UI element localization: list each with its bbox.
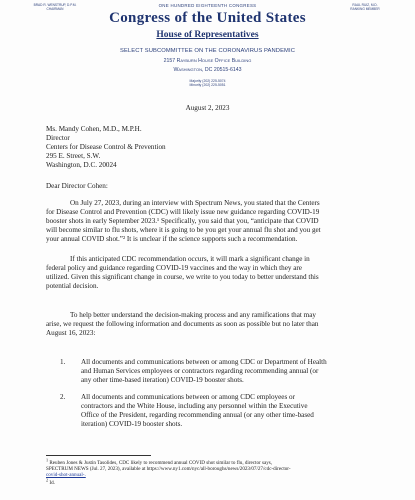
- chairman-role: CHAIRMAN: [46, 7, 64, 11]
- paragraph-line: booster shots in early September 2023.¹ Specifically, you said that you, “anticipate that COVID: [46, 217, 319, 226]
- paragraph-line: for Disease Control and Prevention (CDC) will likely issue new guidance regarding COVID-19: [46, 208, 320, 217]
- paragraph-line: utilized. Given this significant change in course, we write to you today to better understand this: [46, 273, 319, 282]
- paragraph-line: arise, we request the following information and documents as soon as possible but no later than: [46, 320, 319, 329]
- footnote-line: Reuben Jones & Justin Tasolides, CDC likely to recommend annual COVID shot similar to flu, director says,: [49, 460, 273, 466]
- recipient-line: Director: [46, 134, 70, 143]
- letter-date: August 2, 2023: [185, 104, 230, 112]
- footnote-mark: 2: [46, 477, 49, 483]
- ranking-member-role: RANKING MEMBER: [350, 7, 380, 11]
- paragraph-line: your annual COVID shot.”² It is unclear if the science supports such a recommendation.: [46, 235, 298, 244]
- item-number: 2.: [60, 393, 66, 401]
- item-line: any other time-based iteration) COVID-19 booster shots.: [81, 376, 244, 385]
- footnote-mark: 1: [46, 457, 49, 463]
- footnote-line: SPECTRUM NEWS (Jul. 27, 2023), available at https://www.ny1.com/nyc/all-boroughs/news/2023/07/27/cdc-director-: [46, 466, 291, 473]
- footnote-2: [46, 477, 376, 486]
- salutation: Dear Director Cohen:: [46, 182, 108, 190]
- office-city: Washington, DC 20515-6143: [173, 67, 242, 73]
- footnote-1: [46, 457, 376, 479]
- recipient-line: Washington, D.C. 20024: [46, 161, 117, 170]
- congress-title: Congress of the United States: [109, 10, 306, 26]
- footnote-link[interactable]: covid-shot-annual-.: [46, 472, 86, 479]
- footnote-line: Id.: [49, 480, 55, 486]
- chairman-name: BRAD R. WENSTRUP, D.P.M.: [33, 3, 77, 7]
- phone-numbers: [0, 79, 415, 87]
- paragraph-line: will become similar to flu shots, where it is going to be you get your annual flu shot and you get: [46, 226, 321, 235]
- paragraph-line: On July 27, 2023, during an interview with Spectrum News, you stated that the Centers: [70, 199, 320, 207]
- house-title: House of Representatives: [156, 30, 259, 40]
- phone-minority: Minority (202) 225-5051: [189, 83, 226, 88]
- recipient-line: 295 E. Street, S.W.: [46, 152, 101, 161]
- subcommittee-name: SELECT SUBCOMMITTEE ON THE CORONAVIRUS PANDEMIC: [120, 48, 295, 54]
- paragraph-line: federal policy and guidance regarding COVID-19 vaccines and the way in which they are: [46, 264, 302, 273]
- item-line: contractors and the White House, including any personnel within the Executive: [81, 402, 308, 411]
- paragraph-line: To help better understand the decision-making process and any ramifications that may: [70, 311, 316, 319]
- footnote-divider: [46, 455, 151, 456]
- paragraph-1: [46, 199, 376, 244]
- item-line: and Human Services employees or contractors regarding recommending annual (or: [81, 367, 319, 376]
- item-number: 1.: [60, 358, 66, 366]
- office-address: 2157 Rayburn House Office Building: [163, 58, 252, 64]
- paragraph-line: potential decision.: [46, 282, 99, 291]
- item-line: All documents and communications between or among CDC employees or: [81, 393, 295, 401]
- item-line: All documents and communications between or among CDC or Department of Health: [81, 358, 327, 366]
- phone-majority: Majority (202) 225-5074: [189, 79, 226, 83]
- ranking-member-name: RAUL RUIZ, M.D.: [352, 3, 378, 7]
- item-line: Office of the President, regarding recommending annual (or any other time-based: [81, 411, 314, 420]
- recipient-line: Ms. Mandy Cohen, M.D., M.P.H.: [46, 125, 142, 133]
- congress-number: ONE HUNDRED EIGHTEENTH CONGRESS: [158, 3, 257, 8]
- item-line: iteration) COVID-19 booster shots.: [81, 420, 183, 429]
- paragraph-3: [46, 311, 376, 338]
- recipient-line: Centers for Disease Control & Prevention: [46, 143, 166, 152]
- paragraph-line: August 16, 2023:: [46, 329, 96, 338]
- paragraph-2: [46, 255, 376, 291]
- recipient-address: [46, 125, 166, 170]
- paragraph-line: If this anticipated CDC recommendation occurs, it will mark a significant change in: [70, 255, 310, 263]
